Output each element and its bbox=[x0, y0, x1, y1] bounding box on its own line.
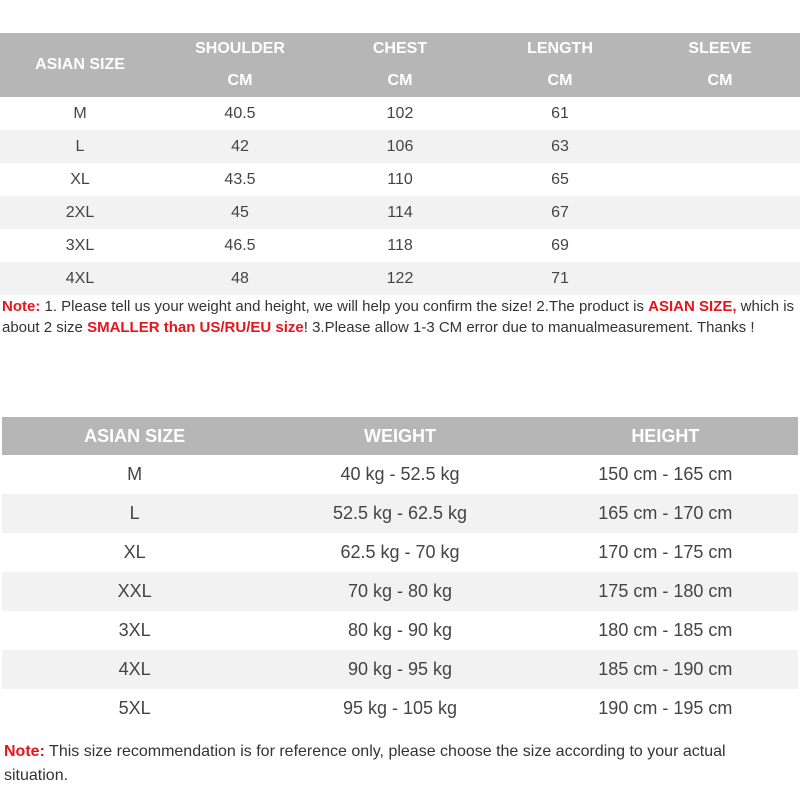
table-cell: 175 cm - 180 cm bbox=[533, 572, 798, 611]
header-unit: CM bbox=[640, 65, 800, 97]
table-cell: 62.5 kg - 70 kg bbox=[340, 542, 460, 562]
table-cell: 5XL bbox=[118, 698, 151, 718]
table-cell: 80 kg - 90 kg bbox=[347, 620, 453, 640]
note-highlight: SMALLER than US/RU/EU size bbox=[87, 319, 304, 336]
header-shoulder: SHOULDER bbox=[160, 33, 320, 65]
note-text: which is about 2 size bbox=[2, 298, 795, 336]
table-cell: 185 cm - 190 cm bbox=[533, 650, 798, 689]
note-label: Note: bbox=[4, 743, 45, 760]
table-cell: 61 bbox=[551, 104, 569, 122]
table-cell: 70 kg - 80 kg bbox=[267, 572, 532, 611]
table-cell: 67 bbox=[480, 196, 640, 229]
size-recommendation-table bbox=[2, 417, 798, 728]
table-row bbox=[2, 689, 798, 728]
note-text: ! 3.Please allow 1-3 CM error due to manualmeasurement. Thanks ! bbox=[303, 319, 755, 336]
table-cell: 40.5 bbox=[224, 104, 256, 122]
table-cell: XL bbox=[70, 170, 90, 188]
table-cell bbox=[640, 262, 800, 295]
table-cell: L bbox=[0, 130, 160, 163]
table-cell bbox=[640, 97, 800, 130]
table-cell: 165 cm - 170 cm bbox=[533, 494, 798, 533]
header-unit: CM bbox=[320, 65, 480, 97]
table-cell: 110 bbox=[387, 170, 413, 188]
table-cell: 170 cm - 175 cm bbox=[598, 542, 733, 562]
header-length: LENGTH bbox=[480, 33, 640, 65]
table-cell: 3XL bbox=[65, 236, 95, 254]
table-cell: XL bbox=[123, 542, 146, 562]
note-highlight: ASIAN SIZE, bbox=[648, 298, 737, 315]
table-cell: 118 bbox=[387, 236, 413, 254]
header-unit: CM bbox=[480, 65, 640, 97]
table-row bbox=[2, 650, 798, 689]
header-asian-size: ASIAN SIZE bbox=[0, 33, 160, 97]
note-text: This size recommendation is for reference only, please choose the size according to your actual situation. bbox=[4, 743, 726, 784]
table-cell: M bbox=[127, 464, 143, 484]
table-row bbox=[0, 97, 800, 130]
table-cell: 114 bbox=[320, 196, 480, 229]
header-height: HEIGHT bbox=[533, 417, 798, 455]
table-cell bbox=[640, 196, 800, 229]
table-cell: 65 bbox=[551, 170, 569, 188]
table-cell: 150 cm - 165 cm bbox=[598, 464, 733, 484]
note-label: Note: bbox=[2, 298, 41, 315]
table-cell: 102 bbox=[386, 104, 414, 122]
table-cell bbox=[640, 130, 800, 163]
table-cell: 45 bbox=[160, 196, 320, 229]
table-cell: 42 bbox=[160, 130, 320, 163]
table-cell: 3XL bbox=[118, 620, 151, 640]
table-cell: 46.5 bbox=[224, 236, 256, 254]
table-cell: XXL bbox=[2, 572, 267, 611]
table-cell: 63 bbox=[480, 130, 640, 163]
table-cell: 106 bbox=[320, 130, 480, 163]
table-cell: 48 bbox=[160, 262, 320, 295]
table-row bbox=[0, 130, 800, 163]
table-cell: 4XL bbox=[2, 650, 267, 689]
table-cell: 52.5 kg - 62.5 kg bbox=[267, 494, 532, 533]
table-row bbox=[0, 163, 800, 196]
table-row bbox=[2, 611, 798, 650]
table-row bbox=[2, 494, 798, 533]
table-cell: 2XL bbox=[0, 196, 160, 229]
size-note bbox=[2, 296, 798, 338]
table-cell: 180 cm - 185 cm bbox=[598, 620, 733, 640]
table-cell bbox=[640, 229, 800, 262]
header-chest: CHEST bbox=[320, 33, 480, 65]
note-text: 1. Please tell us your weight and height, we will help you confirm the size! 2.The product is bbox=[40, 298, 649, 315]
header-weight: WEIGHT bbox=[267, 417, 532, 455]
table-cell: 43.5 bbox=[224, 170, 256, 188]
table-cell: M bbox=[73, 104, 87, 122]
table-row bbox=[0, 262, 800, 295]
table-cell: 69 bbox=[551, 236, 569, 254]
table-cell: 71 bbox=[480, 262, 640, 295]
table-row bbox=[0, 196, 800, 229]
measurement-size-table bbox=[0, 33, 800, 295]
recommendation-note bbox=[4, 740, 794, 788]
table-cell: 40 kg - 52.5 kg bbox=[340, 464, 460, 484]
table-cell: 90 kg - 95 kg bbox=[267, 650, 532, 689]
header-asian-size: ASIAN SIZE bbox=[2, 417, 267, 455]
table-cell: 95 kg - 105 kg bbox=[342, 698, 458, 718]
table-cell: L bbox=[2, 494, 267, 533]
table-cell bbox=[640, 163, 800, 196]
header-unit: CM bbox=[160, 65, 320, 97]
header-sleeve: SLEEVE bbox=[640, 33, 800, 65]
table-row bbox=[2, 455, 798, 494]
table-row bbox=[2, 533, 798, 572]
table-row bbox=[2, 572, 798, 611]
table-cell: 190 cm - 195 cm bbox=[598, 698, 733, 718]
table-row bbox=[0, 229, 800, 262]
table-cell: 122 bbox=[320, 262, 480, 295]
table-cell: 4XL bbox=[0, 262, 160, 295]
